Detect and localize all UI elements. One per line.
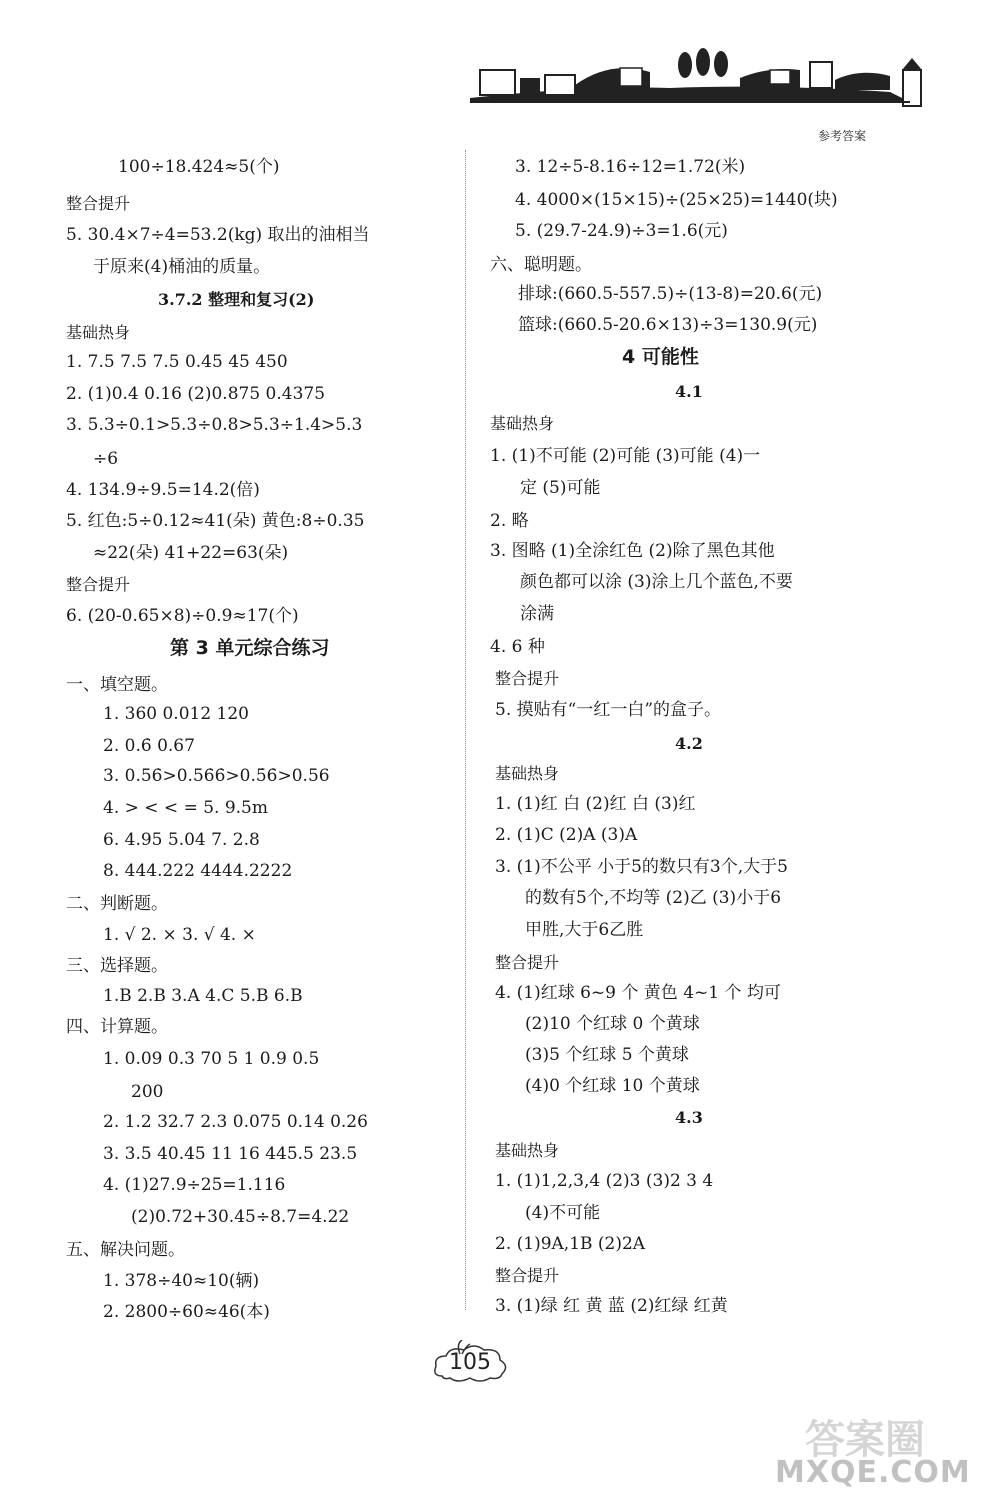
answer-line: (2)10 个红球 0 个黄球 xyxy=(525,1014,700,1034)
page-number: 105 xyxy=(449,1350,491,1375)
column-divider xyxy=(465,150,466,1310)
answer-line: 六、聪明题。 xyxy=(490,255,592,275)
answer-line: 3. 5.3÷0.1>5.3÷0.8>5.3÷1.4>5.3 xyxy=(66,415,363,435)
answer-line: 1.B 2.B 3.A 4.C 5.B 6.B xyxy=(103,986,303,1006)
answer-line: 1. 360 0.012 120 xyxy=(103,704,249,724)
watermark-url: MXQE.COM xyxy=(775,1455,971,1490)
answer-line: 4.3 xyxy=(675,1108,703,1127)
answer-line: 整合提升 xyxy=(495,953,560,972)
answer-line: 整合提升 xyxy=(495,669,560,688)
answer-line: 1. 378÷40≈10(辆) xyxy=(103,1271,260,1291)
answer-line: 基础热身 xyxy=(490,414,555,433)
answer-line: 3. (1)不公平 小于5的数只有3个,大于5 xyxy=(495,857,788,877)
answer-line: 基础热身 xyxy=(495,764,560,783)
answer-line: 四、计算题。 xyxy=(66,1017,168,1037)
answer-line: 整合提升 xyxy=(495,1266,560,1285)
answer-line: 1. (1)1,2,3,4 (2)3 (3)2 3 4 xyxy=(495,1171,714,1191)
answer-line: 第 3 单元综合练习 xyxy=(170,637,330,659)
answer-line: 4 可能性 xyxy=(622,346,699,368)
answer-line: ≈22(朵) 41+22=63(朵) xyxy=(93,543,289,563)
answer-line: 排球:(660.5-557.5)÷(13-8)=20.6(元) xyxy=(518,284,823,304)
answer-line: 一、填空题。 xyxy=(66,675,168,695)
answer-line: 篮球:(660.5-20.6×13)÷3=130.9(元) xyxy=(518,315,818,335)
answer-line: 8. 444.222 4444.2222 xyxy=(103,861,293,881)
answer-line: 6. (20-0.65×8)÷0.9≈17(个) xyxy=(66,606,299,626)
answer-line: 4.2 xyxy=(675,734,703,753)
answer-line: 基础热身 xyxy=(495,1141,560,1160)
answer-line: 1. (1)不可能 (2)可能 (3)可能 (4)一 xyxy=(490,446,761,466)
answer-line: 3. 0.56̇>0.56̇6̇>0.5̇6̇>0.56 xyxy=(103,766,330,786)
answer-line: 3. 12÷5-8.16÷12=1.72(米) xyxy=(515,157,746,177)
page-number-badge xyxy=(430,1340,510,1384)
answer-line: 4. 134.9÷9.5=14.2(倍) xyxy=(66,480,260,500)
answer-line: 涂满 xyxy=(520,604,554,624)
answer-line: 200 xyxy=(131,1082,164,1102)
answer-line: 6. 4.95 5.04 7. 2.8 xyxy=(103,830,260,850)
answer-line: 三、选择题。 xyxy=(66,956,168,976)
answer-line: 4. 4000×(15×15)÷(25×25)=1440(块) xyxy=(515,190,838,210)
answer-line: 4. (1)红球 6~9 个 黄色 4~1 个 均可 xyxy=(495,983,781,1003)
answer-line: 定 (5)可能 xyxy=(520,478,601,498)
answer-line: ÷6 xyxy=(93,449,119,469)
answer-line: 5. (29.7-24.9)÷3=1.6(元) xyxy=(515,221,728,241)
answer-line: 2. (1)C (2)A (3)A xyxy=(495,825,638,845)
answer-line: 4. 6 种 xyxy=(490,637,545,657)
answer-line: 5. 红色:5÷0.12≈41(朵) 黄色:8÷0.35 xyxy=(66,511,365,531)
answer-line: 五、解决问题。 xyxy=(66,1240,185,1260)
answer-line: (4)不可能 xyxy=(525,1203,601,1223)
answer-line: 4.1 xyxy=(675,382,703,401)
answer-line: 5. 摸贴有“一红一白”的盒子。 xyxy=(495,700,722,720)
answer-line: 3. 3.5 40.45 11 16 445.5 23.5 xyxy=(103,1144,358,1164)
answer-line: (3)5 个红球 5 个黄球 xyxy=(525,1045,689,1065)
answer-line: 5. 30.4×7÷4=53.2(kg) 取出的油相当 xyxy=(66,225,370,245)
answer-line: 1. (1)红 白 (2)红 白 (3)红 xyxy=(495,794,696,814)
answer-line: 二、判断题。 xyxy=(66,894,168,914)
answer-line: 整合提升 xyxy=(66,194,131,213)
answer-line: (2)0.72+30.45÷8.7=4.22 xyxy=(131,1207,350,1227)
answer-line: 的数有5个,不均等 (2)乙 (3)小于6 xyxy=(525,888,782,908)
answer-line: 2. (1)9A,1B (2)2A xyxy=(495,1234,646,1254)
answer-line: 3.7.2 整理和复习(2) xyxy=(158,290,315,309)
answer-line: 2. 1.2 32.7 2.3 0.075 0.14 0.26 xyxy=(103,1112,368,1132)
answer-line: 1. 7.5 7.5 7.5 0.45 45 450 xyxy=(66,352,288,372)
answer-line: 于原来(4)桶油的质量。 xyxy=(93,257,271,277)
answer-line: 2. 2800÷60≈46(本) xyxy=(103,1302,270,1322)
answer-line: 1. √ 2. × 3. √ 4. × xyxy=(103,925,256,945)
answer-line: 3. 图略 (1)全涂红色 (2)除了黑色其他 xyxy=(490,541,775,561)
answer-line: 甲胜,大于6乙胜 xyxy=(525,920,644,940)
answer-line: 100÷18.424≈5(个) xyxy=(118,157,280,177)
answer-line: 1. 0.09 0.3 70 5 1 0.9 0.5 xyxy=(103,1049,320,1069)
answer-line: 2. 0.6̇ 0.67 xyxy=(103,736,195,756)
answer-line: (4)0 个红球 10 个黄球 xyxy=(525,1076,700,1096)
answer-line: 基础热身 xyxy=(66,323,131,342)
watermark-cn: 答案圈 xyxy=(805,1417,925,1463)
answer-line: 2. (1)0.4 0.16 (2)0.875 0.4375 xyxy=(66,384,326,404)
answer-line: 颜色都可以涂 (3)涂上几个蓝色,不要 xyxy=(520,572,793,592)
answer-line: 4. > < < = 5. 9.5m xyxy=(103,798,268,818)
answer-line: 整合提升 xyxy=(66,575,131,594)
answer-line: 4. (1)27.9÷25=1.116 xyxy=(103,1175,286,1195)
answer-line: 3. (1)绿 红 黄 蓝 (2)红绿 红黄 xyxy=(495,1296,728,1316)
answer-line: 2. 略 xyxy=(490,511,529,531)
header-illustration xyxy=(470,40,930,120)
header-label: 参考答案 xyxy=(818,129,867,143)
